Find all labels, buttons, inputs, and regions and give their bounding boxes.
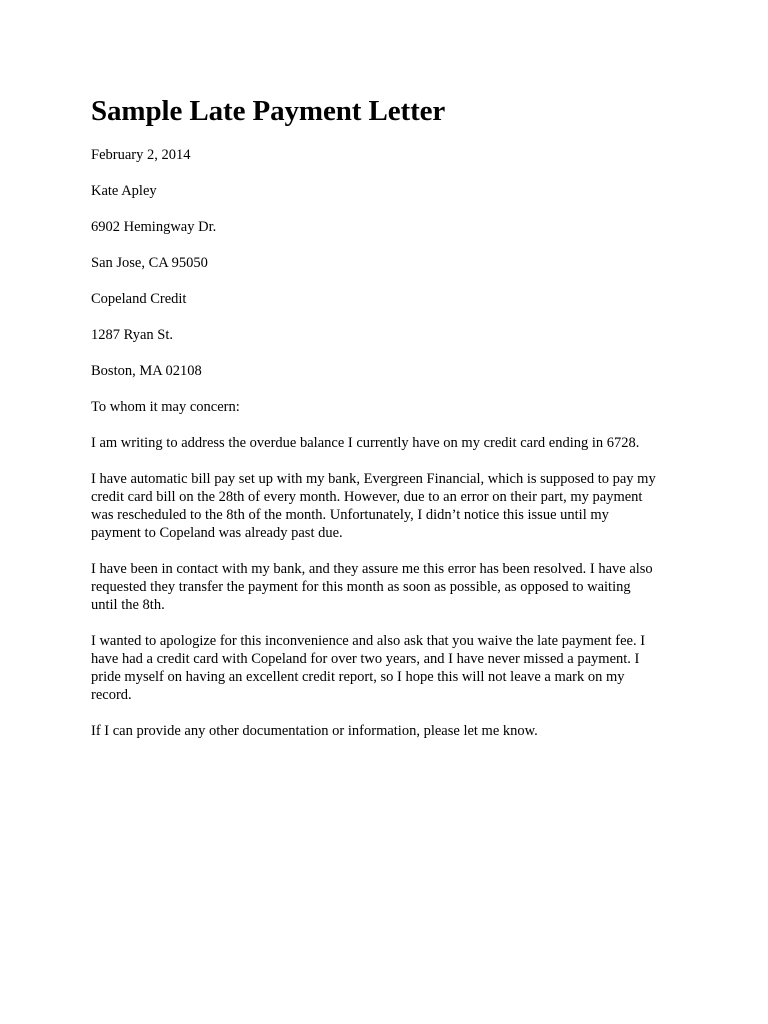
sender-name: Kate Apley bbox=[91, 183, 157, 199]
paragraph-1 bbox=[91, 434, 681, 452]
sender-city-state-zip: San Jose, CA 95050 bbox=[91, 255, 208, 271]
paragraph-line: I am writing to address the overdue balance I currently have on my credit card ending in 6728. bbox=[91, 435, 640, 451]
paragraph-line: I have automatic bill pay set up with my bank, Evergreen Financial, which is supposed to pay my bbox=[91, 471, 656, 487]
paragraph-line: If I can provide any other documentation or information, please let me know. bbox=[91, 723, 538, 739]
page-title: Sample Late Payment Letter bbox=[91, 95, 446, 127]
paragraph-line: until the 8th. bbox=[91, 597, 165, 613]
paragraph-2 bbox=[91, 470, 681, 542]
letter-date: February 2, 2014 bbox=[91, 147, 191, 163]
paragraph-line: I have been in contact with my bank, and they assure me this error has been resolved. I have also bbox=[91, 561, 653, 577]
letter-body bbox=[91, 92, 681, 758]
recipient-city-state-zip: Boston, MA 02108 bbox=[91, 363, 202, 379]
salutation: To whom it may concern: bbox=[91, 399, 240, 415]
paragraph-5 bbox=[91, 722, 681, 740]
paragraph-line: was rescheduled to the 8th of the month. Unfortunately, I didn’t notice this issue until my bbox=[91, 507, 609, 523]
paragraph-line: credit card bill on the 28th of every month. However, due to an error on their part, my payment bbox=[91, 489, 643, 505]
paragraph-line: requested they transfer the payment for this month as soon as possible, as opposed to waiting bbox=[91, 579, 631, 595]
paragraph-line: have had a credit card with Copeland for over two years, and I have never missed a payment. I bbox=[91, 651, 640, 667]
recipient-name: Copeland Credit bbox=[91, 291, 187, 307]
paragraph-line: I wanted to apologize for this inconvenience and also ask that you waive the late payment fee. I bbox=[91, 633, 646, 649]
sender-street: 6902 Hemingway Dr. bbox=[91, 219, 217, 235]
paragraph-4 bbox=[91, 632, 681, 704]
paragraph-line: record. bbox=[91, 687, 132, 703]
paragraph-3 bbox=[91, 560, 681, 614]
recipient-street: 1287 Ryan St. bbox=[91, 327, 173, 343]
paragraph-line: pride myself on having an excellent credit report, so I hope this will not leave a mark on my bbox=[91, 669, 625, 685]
paragraph-line: payment to Copeland was already past due. bbox=[91, 525, 343, 541]
